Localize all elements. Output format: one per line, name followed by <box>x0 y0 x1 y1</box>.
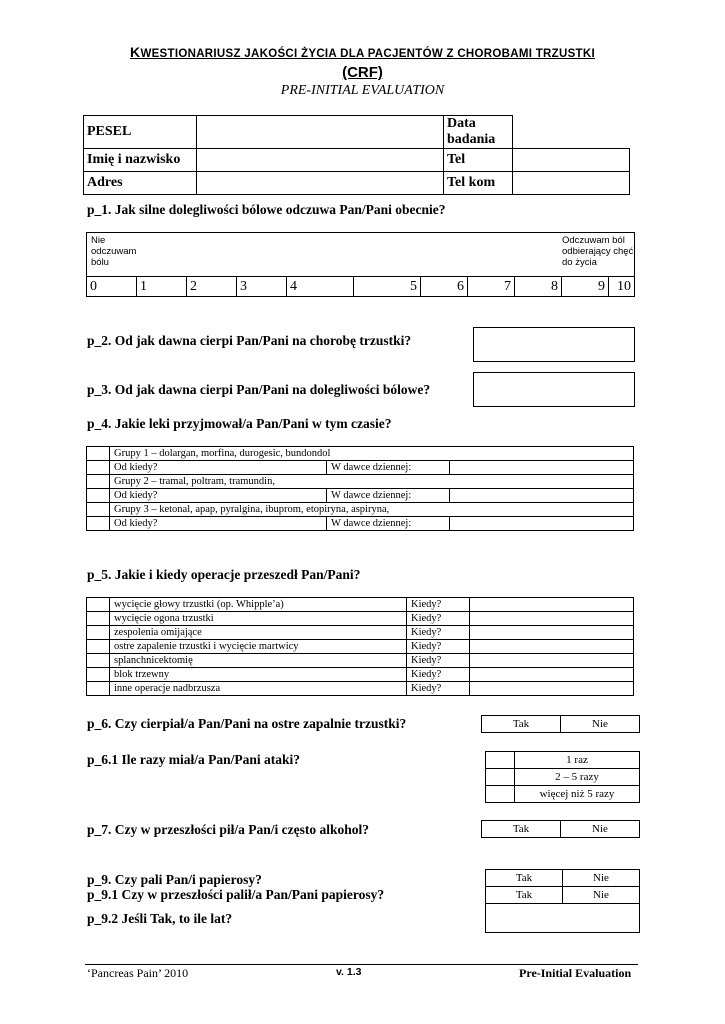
attack-option[interactable]: 1 raz <box>515 752 640 769</box>
scale-option[interactable]: 2 <box>187 277 237 297</box>
address-label: Adres <box>84 172 197 195</box>
attack-check[interactable] <box>486 769 515 786</box>
when-field[interactable] <box>470 668 634 682</box>
dose-value[interactable] <box>450 461 634 475</box>
yes-option[interactable]: Tak <box>482 821 561 838</box>
question-p4: p_4. Jakie leki przyjmował/a Pan/Pani w tym czasie? <box>87 416 392 431</box>
group-check[interactable] <box>87 447 110 461</box>
when-field[interactable] <box>470 598 634 612</box>
footer-left: ‘Pancreas Pain’ 2010 <box>87 966 189 980</box>
table-row <box>87 612 634 626</box>
tel-label: Tel <box>444 149 513 172</box>
no-option[interactable]: Nie <box>561 716 640 733</box>
name-field[interactable] <box>197 149 444 172</box>
scale-option[interactable]: 9 <box>562 277 609 297</box>
since-field[interactable]: Od kiedy? <box>110 461 327 475</box>
name-label: Imię i nazwisko <box>84 149 197 172</box>
group-label: Grupy 1 – dolargan, morfina, durogesic, bundondol <box>110 447 634 461</box>
question-p7: p_7. Czy w przeszłości pił/a Pan/i często alkohol? <box>87 822 369 837</box>
operation-check[interactable] <box>87 668 110 682</box>
scale-right-label: Odczuwam ból odbierający chęć do życia <box>562 235 634 268</box>
p7-answer-table <box>481 820 640 838</box>
scale-left-label: Nie odczuwam bólu <box>91 235 137 268</box>
form-subtitle: PRE-INITIAL EVALUATION <box>280 83 445 98</box>
when-field[interactable] <box>470 654 634 668</box>
date-field[interactable] <box>513 116 630 149</box>
p9-answer-table <box>485 869 640 933</box>
when-label: Kiedy? <box>407 682 470 696</box>
when-field[interactable] <box>470 612 634 626</box>
no-option[interactable]: Nie <box>563 887 640 904</box>
operations-table <box>86 597 634 696</box>
dose-field[interactable]: W dawce dziennej: <box>327 489 450 503</box>
dose-value[interactable] <box>450 489 634 503</box>
when-field[interactable] <box>470 626 634 640</box>
form-title: KWESTIONARIUSZ JAKOŚCI ŻYCIA DLA PACJENTÓW Z CHOROBAMI TRZUSTKI <box>130 44 595 60</box>
when-label: Kiedy? <box>407 612 470 626</box>
medication-table <box>86 446 634 531</box>
yes-option[interactable]: Tak <box>486 887 563 904</box>
table-row <box>87 682 634 696</box>
p6-answer-table <box>481 715 640 733</box>
date-label: Data badania <box>444 116 513 149</box>
scale-option[interactable]: 4 <box>287 277 354 297</box>
when-field[interactable] <box>470 640 634 654</box>
pain-scale-labels <box>87 233 635 277</box>
operation-check[interactable] <box>87 682 110 696</box>
pesel-label: PESEL <box>84 116 197 149</box>
question-p6: p_6. Czy cierpiał/a Pan/Pani na ostre zapalnie trzustki? <box>87 716 407 731</box>
operation-check[interactable] <box>87 654 110 668</box>
scale-option[interactable]: 1 <box>137 277 187 297</box>
footer-version: v. 1.3 <box>336 966 362 978</box>
question-p9: p_9. Czy pali Pan/i papierosy? <box>87 872 262 887</box>
table-row <box>87 598 634 612</box>
since-field[interactable]: Od kiedy? <box>110 517 327 531</box>
group-check[interactable] <box>87 475 110 489</box>
scale-option[interactable]: 8 <box>515 277 562 297</box>
scale-option[interactable]: 10 <box>609 277 635 297</box>
scale-option[interactable]: 0 <box>87 277 137 297</box>
footer-divider <box>85 964 638 965</box>
address-field[interactable] <box>197 172 444 195</box>
scale-option[interactable]: 3 <box>237 277 287 297</box>
table-row <box>87 640 634 654</box>
question-p1: p_1. Jak silne dolegliwości bólowe odczuwa Pan/Pani obecnie? <box>87 202 446 217</box>
yes-option[interactable]: Tak <box>486 870 563 887</box>
pesel-field[interactable] <box>197 116 444 149</box>
attack-check[interactable] <box>486 752 515 769</box>
since-field[interactable]: Od kiedy? <box>110 489 327 503</box>
operation-label: ostre zapalenie trzustki i wycięcie martwicy <box>110 640 407 654</box>
operation-check[interactable] <box>87 640 110 654</box>
scale-option[interactable]: 7 <box>468 277 515 297</box>
table-row <box>87 626 634 640</box>
when-label: Kiedy? <box>407 668 470 682</box>
group-check[interactable] <box>87 503 110 517</box>
scale-option[interactable]: 5 <box>354 277 421 297</box>
when-field[interactable] <box>470 682 634 696</box>
patient-id-table <box>83 115 630 195</box>
question-p5: p_5. Jakie i kiedy operacje przeszedł Pan/Pani? <box>87 567 361 582</box>
operation-label: blok trzewny <box>110 668 407 682</box>
attack-option[interactable]: więcej niż 5 razy <box>515 786 640 803</box>
table-row <box>87 654 634 668</box>
question-p9-1: p_9.1 Czy w przeszłości palił/a Pan/Pani papierosy? <box>87 887 385 902</box>
attack-option[interactable]: 2 – 5 razy <box>515 769 640 786</box>
operation-label: zespolenia omijające <box>110 626 407 640</box>
operation-label: inne operacje nadbrzusza <box>110 682 407 696</box>
yes-option[interactable]: Tak <box>482 716 561 733</box>
table-row <box>87 668 634 682</box>
question-p2: p_2. Od jak dawna cierpi Pan/Pani na chorobę trzustki? <box>87 333 412 348</box>
question-p9-2: p_9.2 Jeśli Tak, to ile lat? <box>87 911 233 926</box>
operation-check[interactable] <box>87 612 110 626</box>
p61-answer-table <box>485 751 640 803</box>
mobile-label: Tel kom <box>444 172 513 195</box>
pain-scale-table <box>86 232 635 297</box>
scale-option[interactable]: 6 <box>421 277 468 297</box>
when-label: Kiedy? <box>407 598 470 612</box>
dose-field[interactable]: W dawce dziennej: <box>327 517 450 531</box>
question-p6-1: p_6.1 Ile razy miał/a Pan/Pani ataki? <box>87 752 301 767</box>
when-label: Kiedy? <box>407 654 470 668</box>
group-label: Grupy 3 – ketonal, apap, pyralgina, ibuprom, etopiryna, aspiryna, <box>110 503 634 517</box>
operation-check[interactable] <box>87 598 110 612</box>
mobile-field[interactable] <box>513 172 630 195</box>
p2-answer-box[interactable] <box>473 327 635 362</box>
operation-label: wycięcie ogona trzustki <box>110 612 407 626</box>
group-label: Grupy 2 – tramal, poltram, tramundin, <box>110 475 634 489</box>
operation-label: splanchnicektomię <box>110 654 407 668</box>
years-field[interactable] <box>486 904 640 933</box>
tel-field[interactable] <box>513 149 630 172</box>
operation-check[interactable] <box>87 626 110 640</box>
no-option[interactable]: Nie <box>563 870 640 887</box>
dose-field[interactable]: W dawce dziennej: <box>327 461 450 475</box>
pain-scale-row <box>87 277 635 297</box>
when-label: Kiedy? <box>407 626 470 640</box>
when-label: Kiedy? <box>407 640 470 654</box>
dose-value[interactable] <box>450 517 634 531</box>
p3-answer-box[interactable] <box>473 372 635 407</box>
footer-right: Pre-Initial Evaluation <box>519 966 632 980</box>
attack-check[interactable] <box>486 786 515 803</box>
question-p3: p_3. Od jak dawna cierpi Pan/Pani na dolegliwości bólowe? <box>87 382 431 397</box>
no-option[interactable]: Nie <box>561 821 640 838</box>
operation-label: wycięcie głowy trzustki (op. Whipple’a) <box>110 598 407 612</box>
crf-label: (CRF) <box>342 64 383 81</box>
